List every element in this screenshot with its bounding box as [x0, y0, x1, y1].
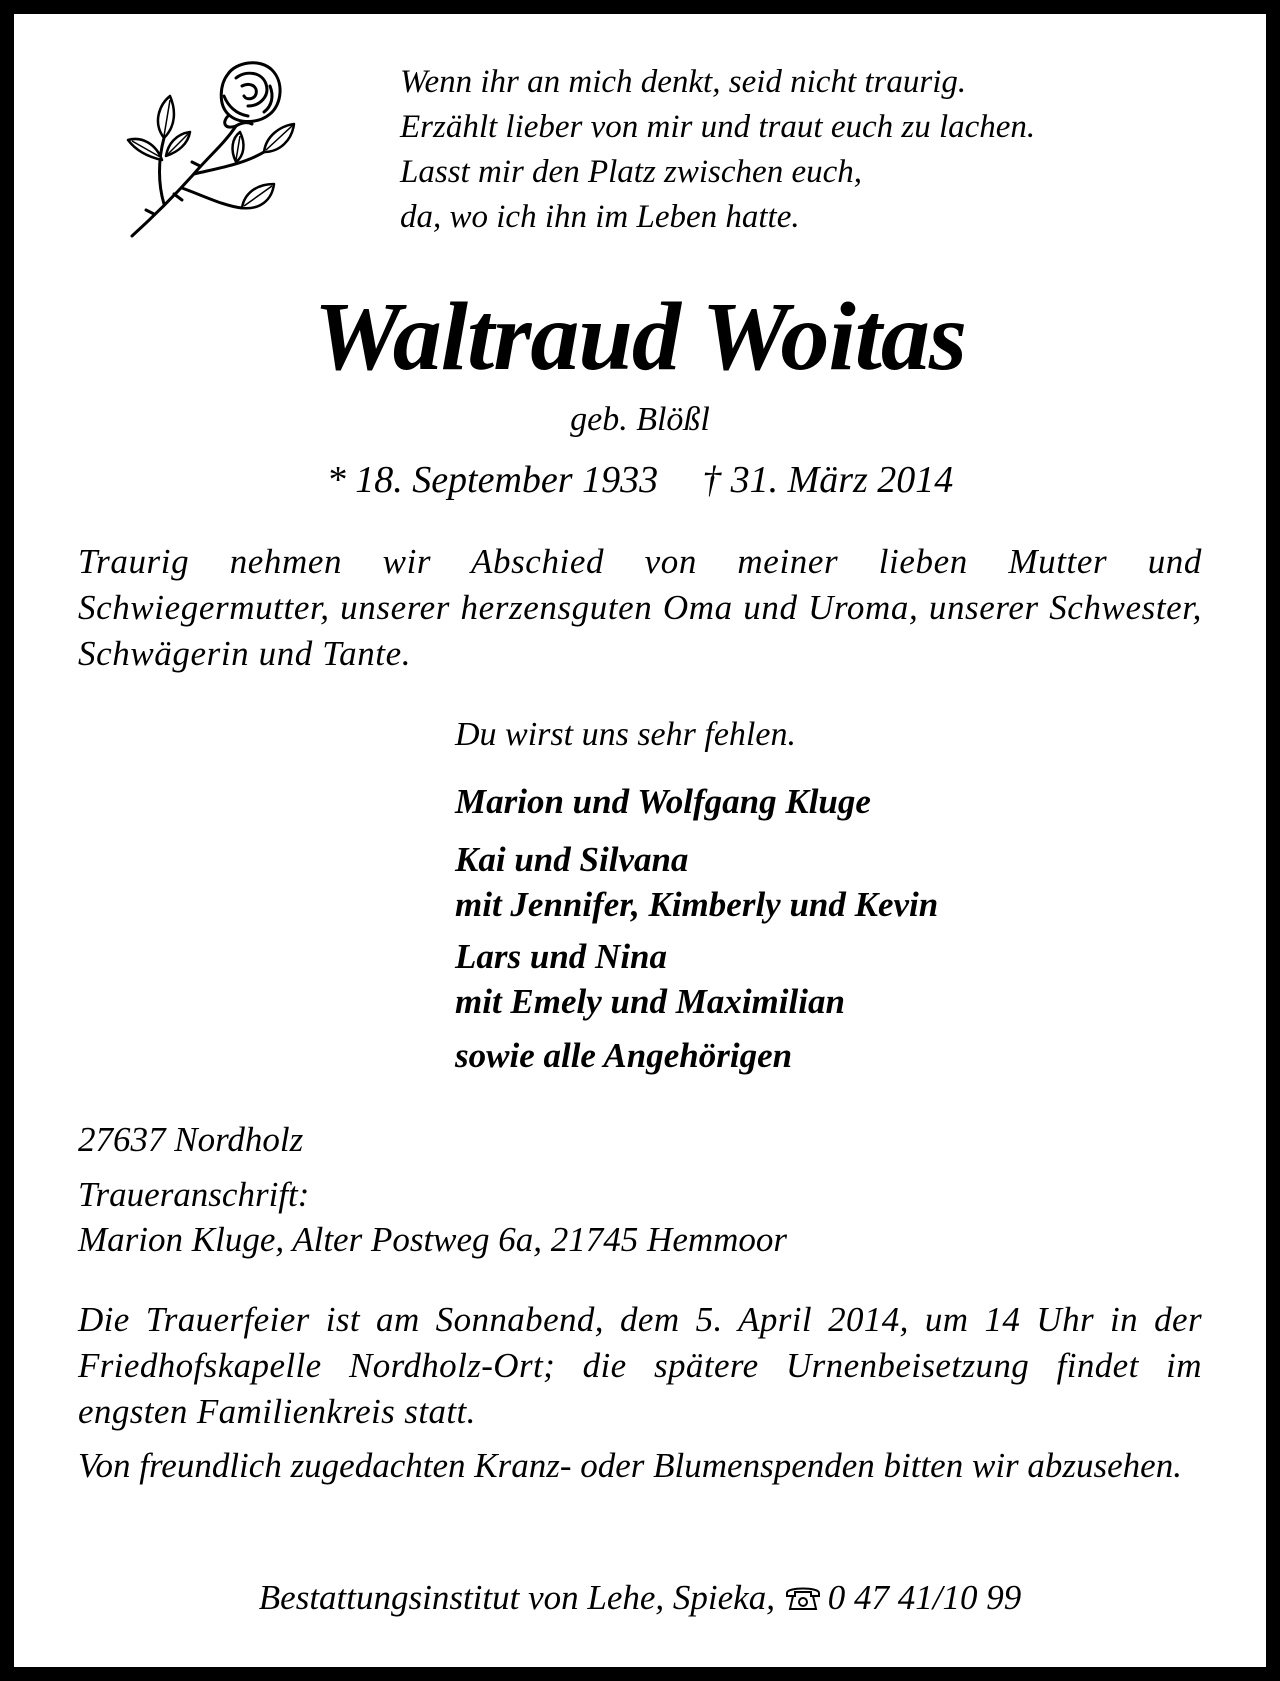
family-line: Lars und Nina — [455, 937, 668, 976]
family-line: mit Jennifer, Kimberly und Kevin — [455, 885, 939, 924]
intro-text: Traurig nehmen wir Abschied von meiner lieben Mutter und Schwiegermutter, unserer herzensguten Oma und Uroma, unserer Schwester, Schwägerin und Tante. — [78, 542, 1202, 673]
funeral-home-name: Bestattungsinstitut von Lehe, Spieka, — [258, 1578, 775, 1617]
telephone-icon — [784, 1584, 822, 1612]
maiden-name: geb. Blößl — [570, 401, 710, 438]
service-text: Die Trauerfeier ist am Sonnabend, dem 5. April 2014, um 14 Uhr in der Friedhofskapelle Nordholz-Ort; die spätere Urnenbeisetzung findet im engsten Familienkreis statt. — [78, 1300, 1202, 1431]
phone-number: 0 47 41/10 99 — [827, 1578, 1022, 1617]
rose-icon — [124, 56, 296, 244]
funeral-home-footer — [0, 1575, 1280, 1621]
death-date: † 31. März 2014 — [702, 459, 954, 501]
family-line: Kai und Silvana — [455, 840, 689, 879]
signoff-text: Du wirst uns sehr fehlen. — [455, 716, 796, 753]
deceased-name: Waltraud Woitas — [313, 283, 967, 391]
poem-line: Lasst mir den Platz zwischen euch, — [400, 154, 862, 190]
poem — [400, 60, 1035, 240]
location: 27637 Nordholz — [78, 1120, 304, 1159]
family-line: mit Emely und Maximilian — [455, 982, 845, 1021]
mourning-address: Marion Kluge, Alter Postweg 6a, 21745 Hemmoor — [78, 1220, 788, 1259]
mourning-address-label: Traueranschrift: — [78, 1175, 310, 1214]
poem-line: Erzählt lieber von mir und traut euch zu lachen. — [400, 109, 1036, 145]
family-line: Marion und Wolfgang Kluge — [455, 782, 871, 821]
birth-date: * 18. September 1933 — [326, 459, 659, 501]
life-dates — [0, 456, 1280, 504]
poem-line: da, wo ich ihn im Leben hatte. — [400, 199, 800, 235]
poem-line: Wenn ihr an mich denkt, seid nicht traurig. — [400, 64, 967, 100]
family-line: sowie alle Angehörigen — [455, 1036, 793, 1075]
flowers-text: Von freundlich zugedachten Kranz- oder Blumenspenden bitten wir abzusehen. — [78, 1446, 1182, 1485]
